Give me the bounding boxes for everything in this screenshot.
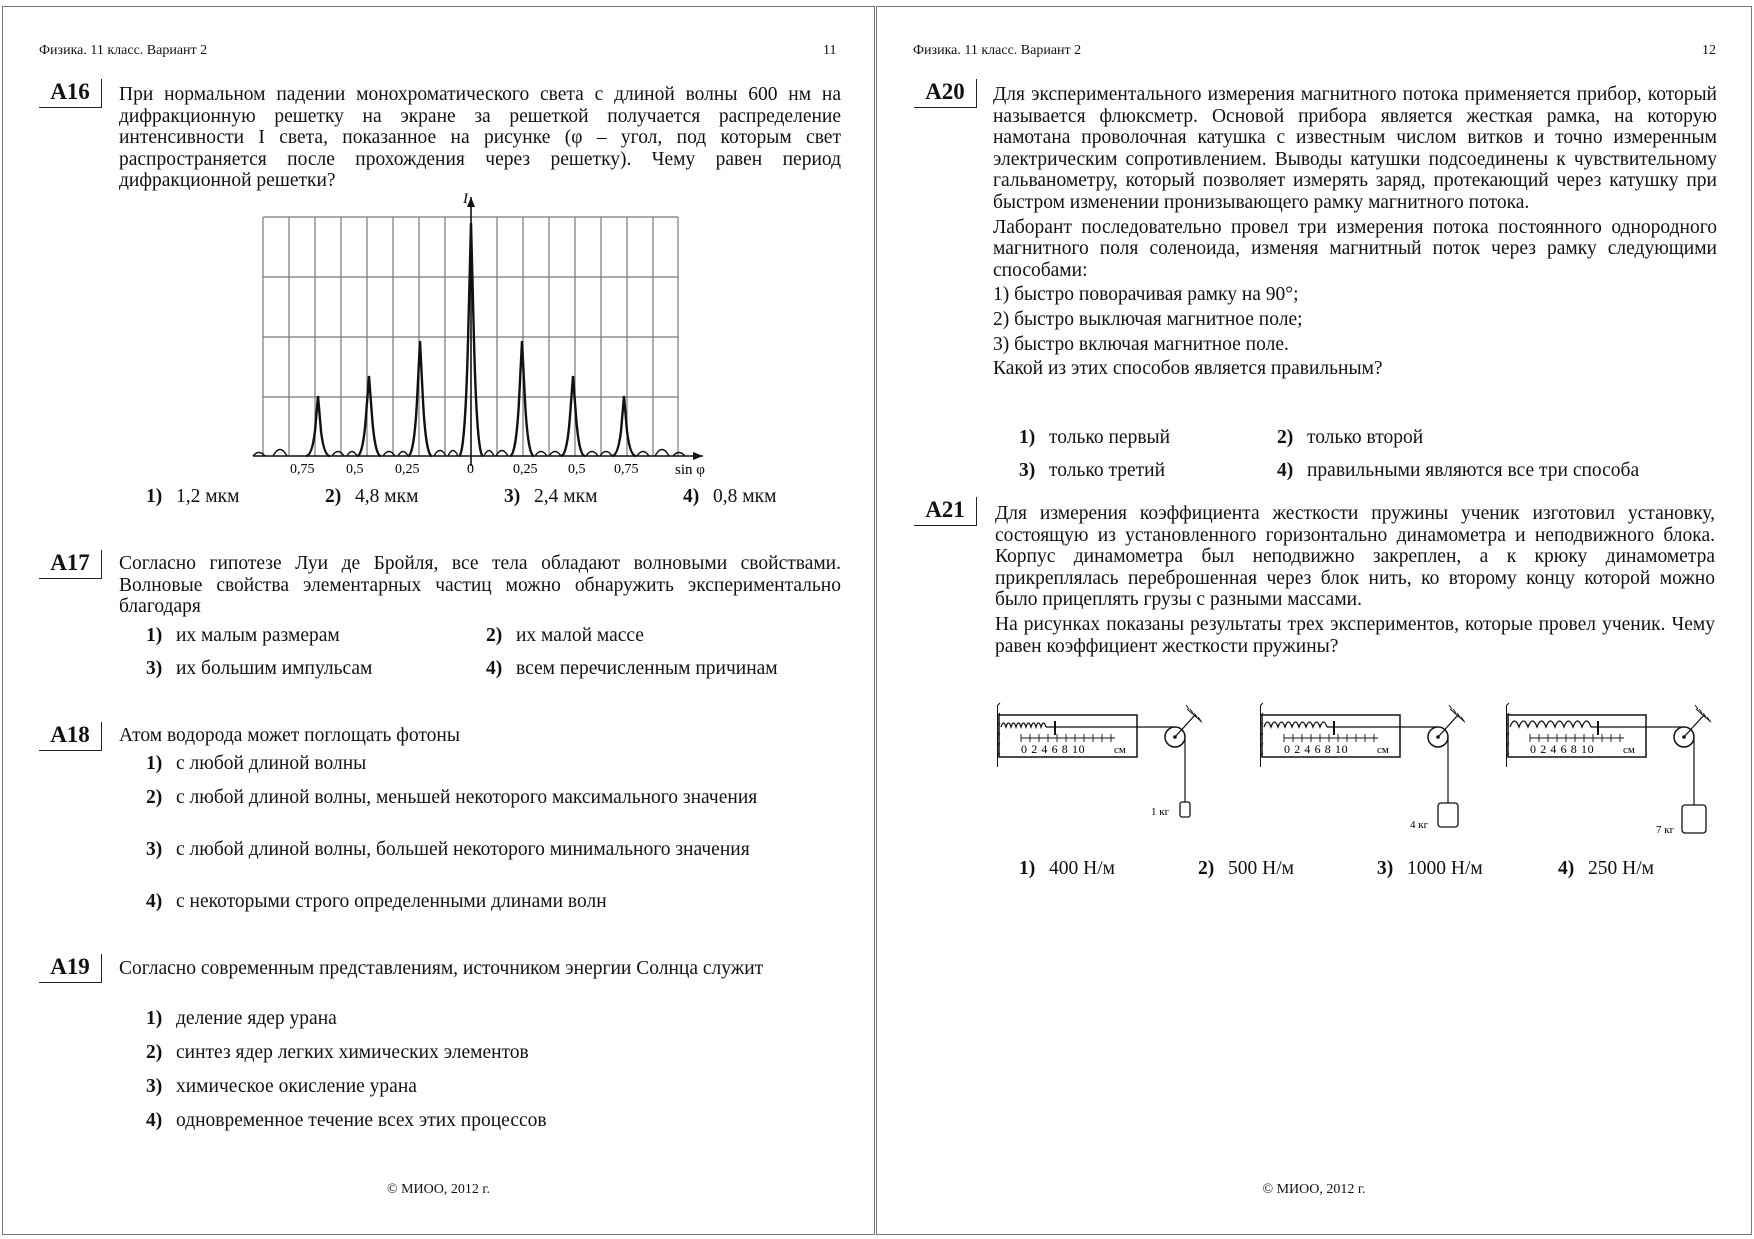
question-number-a16: A16: [39, 79, 102, 108]
peak-left-2: [357, 376, 381, 456]
minor-maxima: [253, 450, 685, 457]
a20-paragraph-2: Лаборант последовательно провел три измерения потока постоянного однородного магнитного поля соленоида, изменяя магнитный поток через рамку следующими способами:: [993, 216, 1717, 281]
option-a20-1[interactable]: 1) только первый: [1019, 427, 1171, 448]
question-number-a18: A18: [39, 722, 102, 751]
ceiling-hatching: [1695, 705, 1711, 723]
option-a19-2[interactable]: 2) синтез ядер легких химических элементов: [146, 1042, 529, 1063]
tick-label: 0: [467, 462, 474, 477]
option-a18-4[interactable]: 4) с некоторыми строго определенными длинами волн: [146, 891, 607, 912]
scale-numbers: 0 2 4 6 8 10: [1530, 742, 1595, 756]
x-axis-arrow: [693, 452, 703, 460]
weight: [1682, 805, 1706, 833]
option-a21-3[interactable]: 3) 1000 Н/м: [1377, 858, 1483, 879]
intensity-graph: [233, 191, 713, 481]
peak-right-1: [510, 341, 534, 456]
peak-right-2: [561, 376, 585, 456]
question-text-a18: Атом водорода может поглощать фотоны: [119, 725, 460, 746]
question-number-a19: A19: [39, 954, 102, 983]
question-number-a21: A21: [914, 497, 977, 526]
right-page: [876, 6, 1752, 1235]
option-a16-1[interactable]: 1) 1,2 мкм: [146, 486, 240, 507]
option-a18-2[interactable]: 2) с любой длиной волны, меньшей некоторого максимального значения: [146, 787, 758, 808]
question-number-a17: A17: [39, 550, 102, 579]
option-a19-3[interactable]: 3) химическое окисление урана: [146, 1076, 417, 1097]
option-a16-2[interactable]: 2) 4,8 мкм: [325, 486, 419, 507]
option-a21-4[interactable]: 4) 250 Н/м: [1558, 858, 1654, 879]
scale-ticks: [1530, 734, 1624, 742]
option-a17-1[interactable]: 1) их малым размерам: [146, 625, 340, 646]
spring: [1510, 721, 1591, 727]
option-a19-4[interactable]: 4) одновременное течение всех этих процессов: [146, 1110, 547, 1131]
peak-left-1: [408, 341, 432, 456]
weight-label: 4 кг: [1410, 819, 1429, 831]
spring: [1264, 722, 1327, 727]
option-a18-1[interactable]: 1) с любой длиной волны: [146, 753, 367, 774]
tick-label: 0,75: [290, 462, 315, 477]
option-a19-1[interactable]: 1) деление ядер урана: [146, 1008, 337, 1029]
option-a21-1[interactable]: 1) 400 Н/м: [1019, 858, 1115, 879]
question-number-a20: A20: [914, 79, 977, 108]
x-axis-label: sin φ: [675, 462, 705, 478]
a21-paragraph-2: На рисунках показаны результаты трех экспериментов, которые провел ученик. Чему равен коэффициент жесткости пружины?: [995, 613, 1715, 657]
option-a17-3[interactable]: 3) их большим импульсам: [146, 658, 373, 679]
question-text-a20: [993, 84, 1717, 380]
page-number: 12: [1702, 43, 1716, 58]
option-a16-4[interactable]: 4) 0,8 мкм: [683, 486, 777, 507]
y-axis-label: I: [463, 191, 468, 207]
peak-left-3: [306, 396, 330, 456]
spring: [1001, 723, 1046, 727]
question-text-a19: Согласно современным представлениям, источником энергии Солнца служит: [119, 958, 764, 979]
option-a18-3[interactable]: 3) с любой длиной волны, большей некоторого минимального значения: [146, 839, 750, 860]
footer: © МИОО, 2012 г.: [1262, 1182, 1366, 1197]
scale-unit: см: [1377, 744, 1389, 756]
weight-label: 7 кг: [1656, 824, 1675, 836]
a21-paragraph-1: Для измерения коэффициента жесткости пружины ученик изготовил установку, состоящую из установленного горизонтально динамометра и неподвижного блока. Корпус динамометра был неподвижно закреплен, а к крюку динамометра прикреплялась переброшенная через блок нить, ко второму концу которой можно было прицеплять грузы с разными массами.: [995, 503, 1715, 611]
option-a20-3[interactable]: 3) только третий: [1019, 460, 1166, 481]
question-text-a17: Согласно гипотезе Луи де Бройля, все тела обладают волновыми свойствами. Волновые свойства элементарных частиц можно обнаружить экспериментально благодаря: [119, 553, 841, 618]
option-a16-3[interactable]: 3) 2,4 мкм: [504, 486, 598, 507]
scale-numbers: 0 2 4 6 8 10: [1021, 742, 1086, 756]
a20-method-3: 3) быстро включая магнитное поле.: [993, 333, 1289, 355]
y-axis-arrow: [467, 197, 475, 207]
peak-right-3: [612, 396, 636, 456]
header-title: Физика. 11 класс. Вариант 2: [913, 43, 1082, 58]
tick-label: 0,25: [395, 462, 420, 477]
weight: [1180, 802, 1190, 817]
scale-ticks: [1284, 734, 1378, 742]
tick-label: 0,25: [513, 462, 538, 477]
page-number: 11: [823, 43, 837, 58]
tick-label: 0,75: [614, 462, 639, 477]
weight-label: 1 кг: [1151, 806, 1170, 818]
weight: [1438, 803, 1458, 827]
question-text-a21: [995, 503, 1715, 657]
question-text-a16: При нормальном падении монохроматического света с длиной волны 600 нм на дифракционную решетку на экране за решеткой получается распределение интенсивности I света, показанное на рисунке (φ – угол, под которым свет распространяется после прохождения через решетку). Чему равен период дифракционной решетки?: [119, 84, 841, 192]
spring-setup-figure-3: [1506, 697, 1711, 847]
scale-unit: см: [1623, 744, 1635, 756]
tick-label: 0,5: [346, 462, 364, 477]
header-title: Физика. 11 класс. Вариант 2: [39, 43, 208, 58]
spring-setup-figure-1: [997, 697, 1202, 827]
ceiling-hatching: [1186, 705, 1202, 723]
scale-numbers: 0 2 4 6 8 10: [1284, 742, 1349, 756]
footer: © МИОО, 2012 г.: [386, 1182, 491, 1197]
spring-setup-figure-2: [1260, 697, 1465, 837]
a20-question: Какой из этих способов является правильным?: [993, 358, 1383, 380]
a20-method-1: 1) быстро поворачивая рамку на 90°;: [993, 284, 1299, 306]
scale-unit: см: [1114, 744, 1126, 756]
option-a17-4[interactable]: 4) всем перечисленным причинам: [486, 658, 778, 679]
a20-paragraph-1: Для экспериментального измерения магнитного потока применяется прибор, который называется флюксметр. Основой прибора является жесткая рамка, на которую намотана проволочная катушка с известным числом витков и точно измеренным электрическим сопротивлением. Выводы катушки подсоединены к чувствительному гальванометру, который позволяет измерять заряд, протекающий через катушку при быстром изменении пронизывающего рамку магнитного потока.: [993, 84, 1717, 213]
option-a20-2[interactable]: 2) только второй: [1277, 427, 1424, 448]
a20-method-2: 2) быстро выключая магнитное поле;: [993, 308, 1303, 330]
option-a17-2[interactable]: 2) их малой массе: [486, 625, 644, 646]
left-page: [2, 6, 875, 1235]
ceiling-hatching: [1449, 705, 1465, 723]
option-a20-4[interactable]: 4) правильными являются все три способа: [1277, 460, 1640, 481]
option-a21-2[interactable]: 2) 500 Н/м: [1198, 858, 1294, 879]
tick-label: 0,5: [568, 462, 586, 477]
scale-ticks: [1021, 734, 1115, 742]
